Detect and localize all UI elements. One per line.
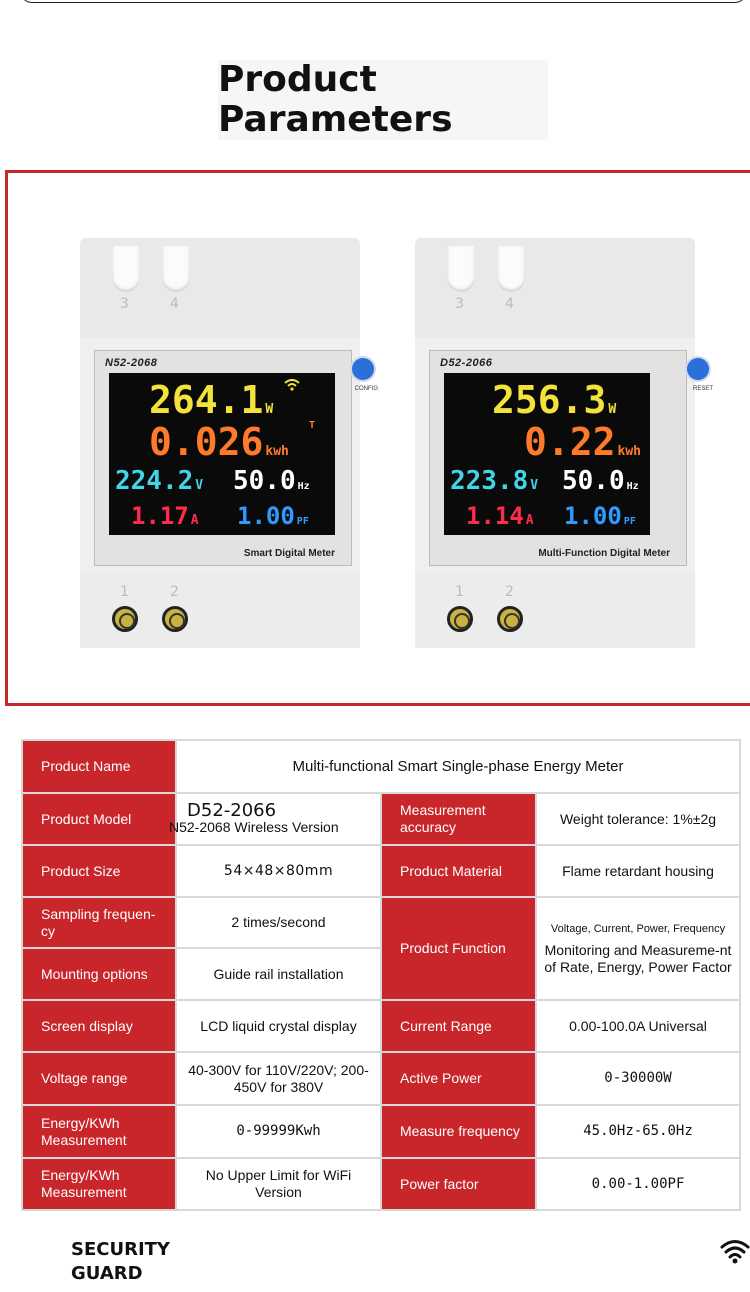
port-number: 2: [170, 584, 179, 600]
spec-value: Weight tolerance: 1%±2g: [536, 793, 740, 845]
table-row: [22, 793, 740, 845]
table-row: [22, 897, 740, 948]
wire-slot: [447, 246, 475, 292]
wire-slot: [497, 246, 525, 292]
spec-value: 45.0Hz-65.0Hz: [536, 1105, 740, 1158]
meter-model: D52-2066: [440, 357, 493, 369]
power-unit: W: [265, 402, 274, 417]
voltage-reading: [115, 468, 203, 494]
frequency-value: 50.0: [562, 466, 625, 496]
brand-logo: [71, 1238, 170, 1286]
model-value-1: D52-2066: [187, 800, 277, 821]
frequency-unit: Hz: [626, 481, 639, 492]
spec-value: Flame retardant housing: [536, 845, 740, 897]
spec-value: 2 times/second: [176, 897, 381, 948]
current-value: 1.14: [466, 502, 524, 530]
model-value-2: N52-2068 Wireless Version: [169, 819, 339, 835]
current-reading: [131, 504, 199, 528]
power-reading: [492, 378, 617, 422]
power-value: 256.3: [492, 378, 607, 422]
spec-value: Multi-functional Smart Single-phase Energy Meter: [176, 740, 740, 793]
lcd-screen: [444, 373, 650, 535]
port-number: 2: [505, 584, 514, 600]
terminal-screw: [447, 606, 473, 632]
spec-label: Energy/KWh Measurement: [22, 1105, 176, 1158]
spec-label: Measure frequency: [381, 1105, 536, 1158]
spec-label: Sampling frequen-cy: [22, 897, 176, 948]
spec-value: No Upper Limit for WiFi Version: [176, 1158, 381, 1210]
voltage-unit: V: [530, 478, 539, 493]
energy-value: 0.22: [524, 420, 616, 464]
top-divider: [20, 0, 747, 3]
spec-label: Measurement accuracy: [381, 793, 536, 845]
current-unit: A: [525, 513, 534, 528]
frequency-unit: Hz: [297, 481, 310, 492]
current-reading: [466, 504, 534, 528]
energy-unit: kwh: [617, 444, 641, 459]
energy-unit: kwh: [265, 444, 289, 459]
table-row: [22, 1158, 740, 1210]
tariff-flag: T: [309, 420, 316, 431]
table-row: [22, 740, 740, 793]
wire-slot: [112, 246, 140, 292]
port-number: 1: [120, 584, 129, 600]
config-button[interactable]: [352, 358, 374, 380]
pf-unit: PF: [623, 516, 636, 527]
spec-value: 0.00-1.00PF: [536, 1158, 740, 1210]
voltage-value: 224.2: [115, 466, 194, 496]
frequency-reading: [233, 468, 310, 494]
table-row: [22, 1000, 740, 1052]
wifi-status-icon: [284, 379, 300, 391]
energy-reading: [149, 420, 289, 464]
spec-label: Screen display: [22, 1000, 176, 1052]
meter-model: N52-2068: [105, 357, 158, 369]
pf-reading: [237, 504, 309, 528]
table-row: [22, 1105, 740, 1158]
spec-value: [536, 897, 740, 1000]
spec-table: [21, 739, 741, 1211]
spec-label: Power factor: [381, 1158, 536, 1210]
wire-slot: [162, 246, 190, 292]
spec-label: Active Power: [381, 1052, 536, 1105]
meter-face: [429, 350, 687, 566]
voltage-unit: V: [195, 478, 204, 493]
function-value-2: Monitoring and Measureme-nt of Rate, Energy, Power Factor: [544, 942, 732, 975]
power-reading: [149, 378, 274, 422]
meter-caption: Multi-Function Digital Meter: [538, 548, 670, 559]
spec-label: Product Name: [22, 740, 176, 793]
wifi-icon: [720, 1236, 750, 1266]
lcd-screen: [109, 373, 335, 535]
spec-label: Current Range: [381, 1000, 536, 1052]
terminal-screw: [497, 606, 523, 632]
spec-label: Product Function: [381, 897, 536, 1000]
pf-value: 1.00: [237, 502, 295, 530]
meter-d52-2066: [415, 238, 713, 648]
meter-face: [94, 350, 352, 566]
spec-label: Product Size: [22, 845, 176, 897]
energy-value: 0.026: [149, 420, 264, 464]
spec-value: Guide rail installation: [176, 948, 381, 1000]
terminal-screw: [112, 606, 138, 632]
voltage-reading: [450, 468, 538, 494]
current-unit: A: [190, 513, 199, 528]
spec-label: Energy/KWh Measurement: [22, 1158, 176, 1210]
power-unit: W: [608, 402, 617, 417]
config-button-label: CONFIG: [354, 386, 378, 392]
meter-caption: Smart Digital Meter: [243, 548, 335, 559]
spec-label: Mounting options: [22, 948, 176, 1000]
function-value-1: Voltage, Current, Power, Frequency: [550, 923, 726, 935]
power-value: 264.1: [149, 378, 264, 422]
table-row: [22, 845, 740, 897]
port-number: 3: [120, 296, 129, 312]
port-number: 4: [170, 296, 179, 312]
frequency-value: 50.0: [233, 466, 296, 496]
spec-value: [169, 793, 381, 845]
pf-value: 1.00: [564, 502, 622, 530]
current-value: 1.17: [131, 502, 189, 530]
reset-button[interactable]: [687, 358, 709, 380]
pf-reading: [564, 504, 636, 528]
spec-value: 0-30000W: [536, 1052, 740, 1105]
spec-value: LCD liquid crystal display: [176, 1000, 381, 1052]
reset-button-label: RESET: [692, 386, 713, 392]
pf-unit: PF: [296, 516, 309, 527]
spec-value: 0.00-100.0A Universal: [536, 1000, 740, 1052]
spec-value: 0-99999Kwh: [176, 1105, 381, 1158]
spec-label: Voltage range: [22, 1052, 176, 1105]
voltage-value: 223.8: [450, 466, 529, 496]
spec-label: Product Model: [22, 793, 176, 845]
spec-value: 54×48×80mm: [176, 845, 381, 897]
port-number: 3: [455, 296, 464, 312]
terminal-screw: [162, 606, 188, 632]
spec-value: 40-300V for 110V/220V; 200-450V for 380V: [176, 1052, 381, 1105]
table-row: [22, 1052, 740, 1105]
port-number: 1: [455, 584, 464, 600]
spec-label: Product Material: [381, 845, 536, 897]
energy-reading: [524, 420, 641, 464]
meter-n52-2068: [80, 238, 378, 648]
page-title-line2: Parameters: [218, 99, 453, 140]
page-title-line1: Product: [218, 59, 377, 100]
brand-line1: SECURITY: [71, 1239, 170, 1260]
port-number: 4: [505, 296, 514, 312]
brand-line2: GUARD: [71, 1263, 143, 1284]
frequency-reading: [562, 468, 639, 494]
